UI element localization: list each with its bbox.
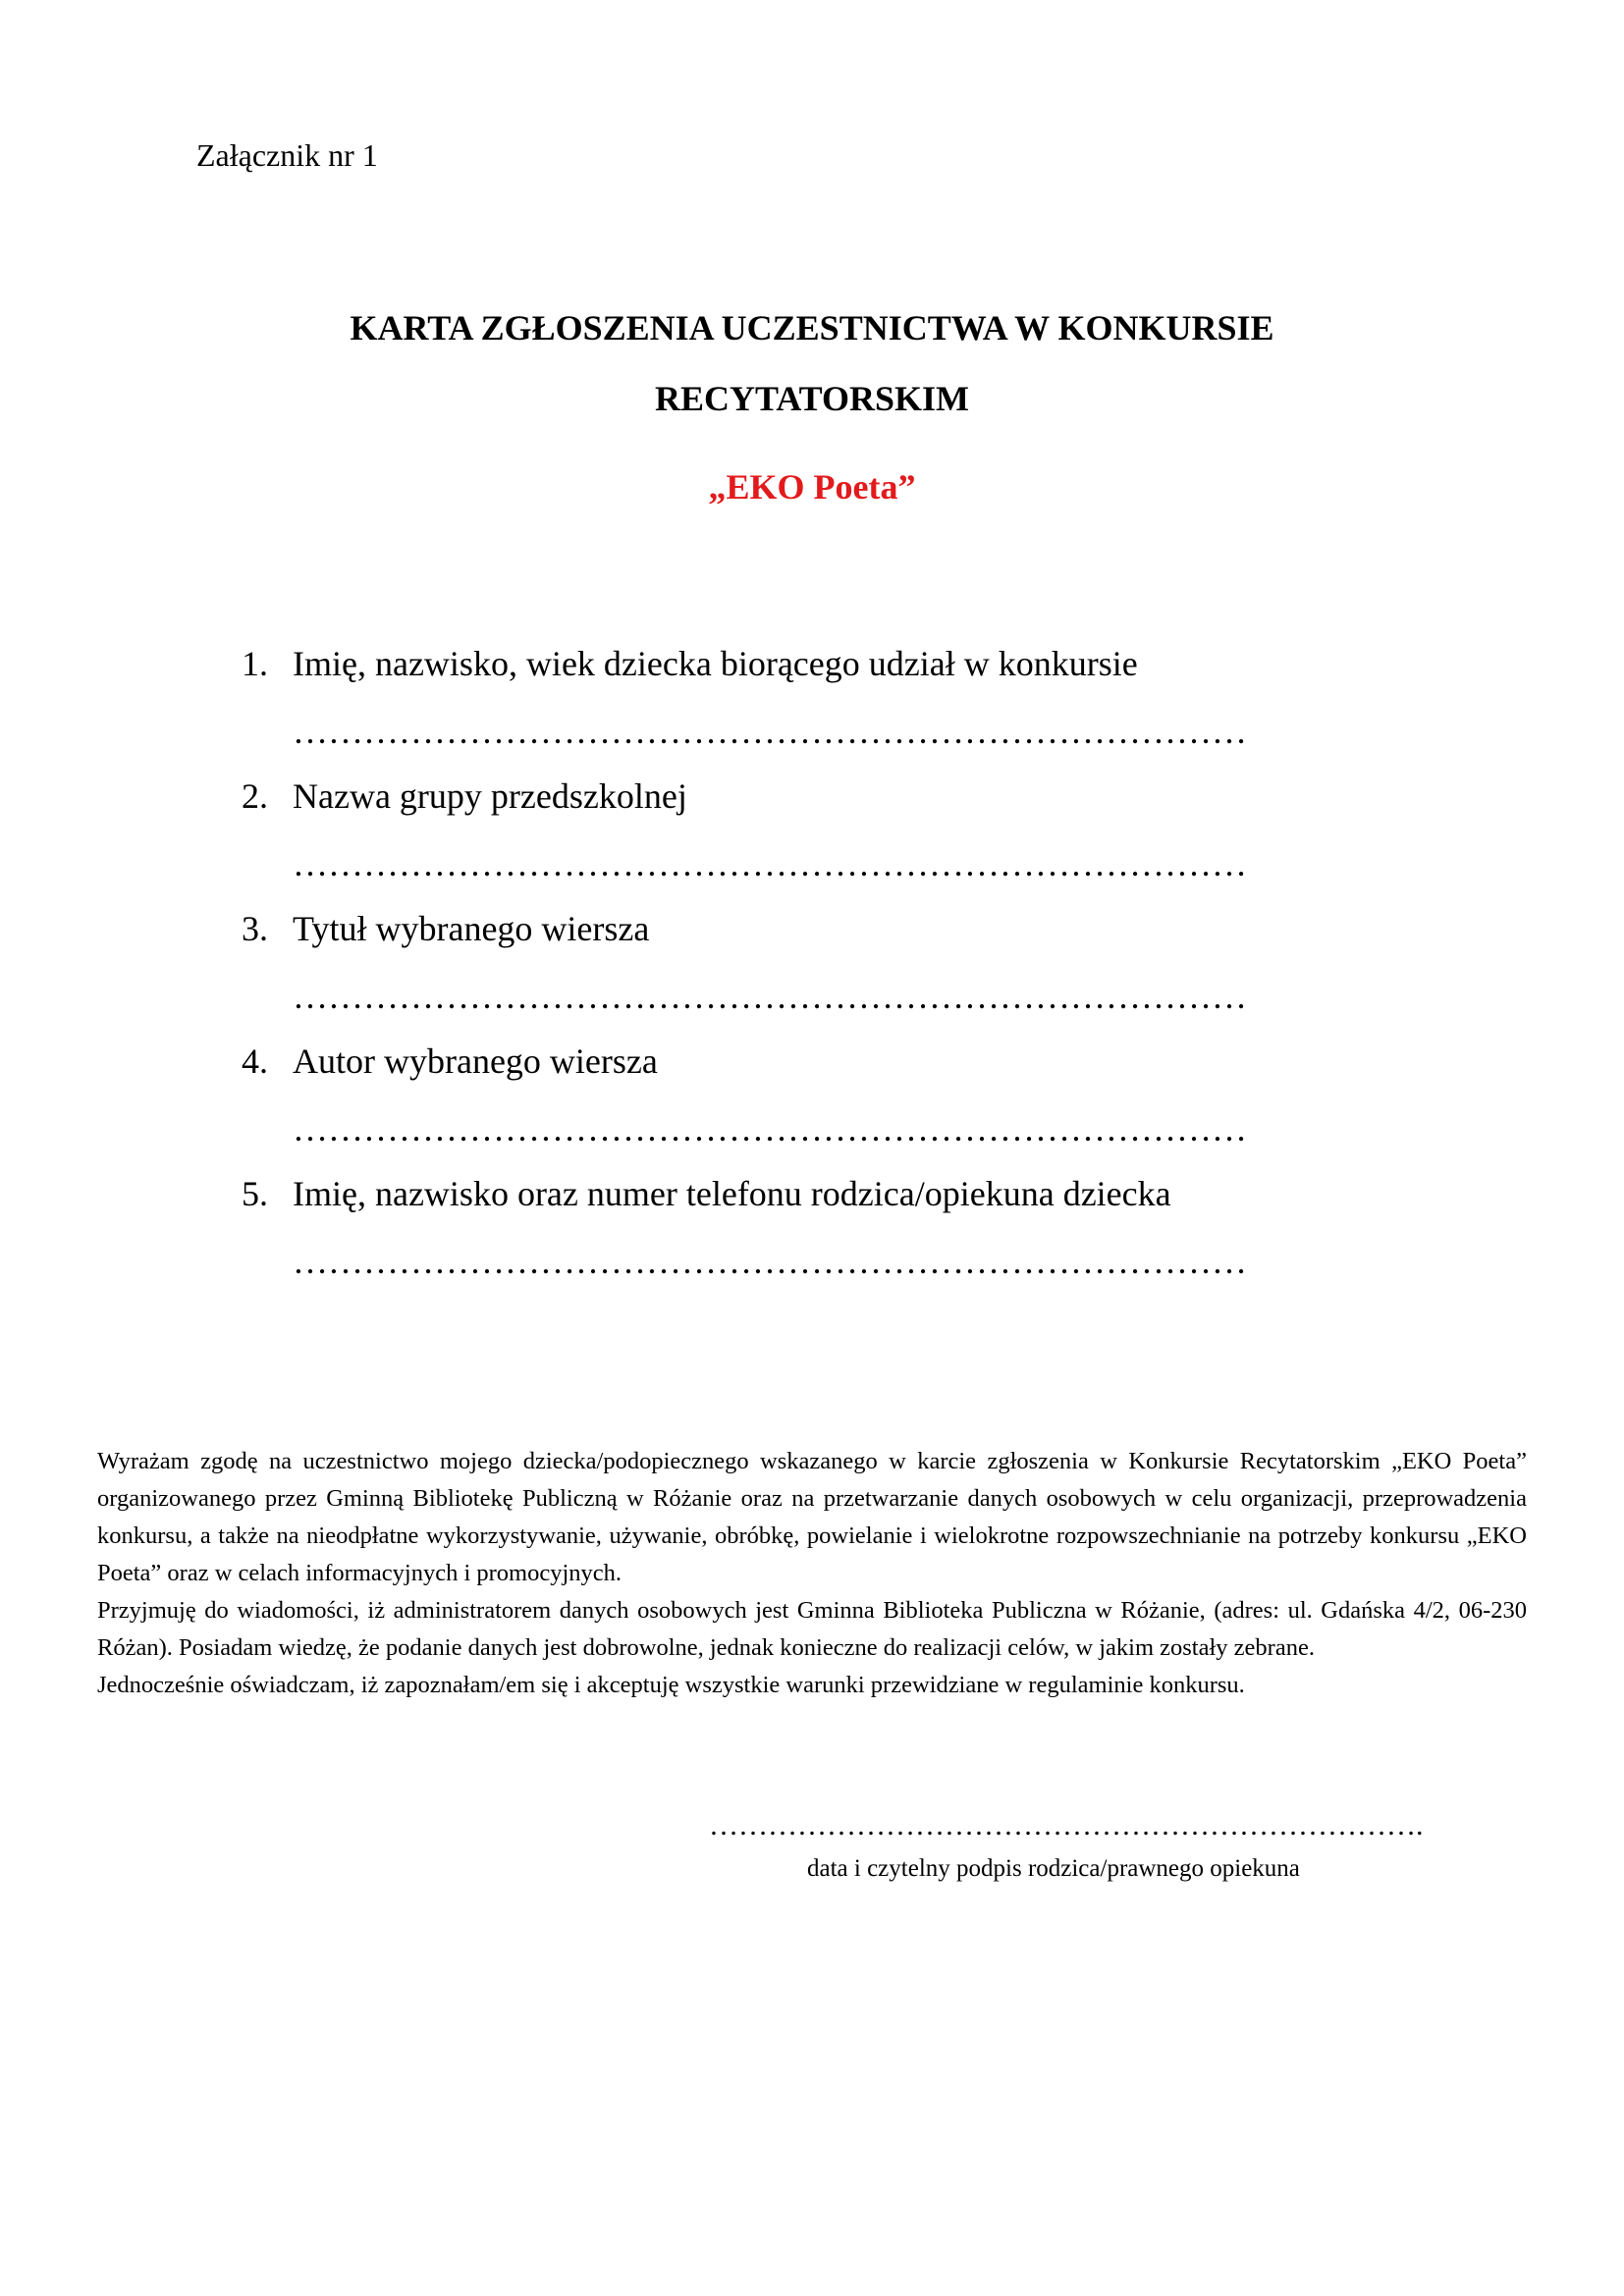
title-line-2: RECYTATORSKIM: [654, 379, 970, 418]
field-number: 2.: [242, 776, 268, 816]
consent-paragraph-1: Wyrażam zgodę na uczestnictwo mojego dziecka/podopiecznego wskazanego w karcie zgłoszenia w Konkursie Recytatorskim „EKO Poeta” organizowanego przez Gminną Bibliotekę Publiczną w Różanie oraz na przetwarzanie danych osobowych w celu organizacji, przeprowadzenia konkursu, a także na nieodpłatne wykorzystywanie, używanie, obróbkę, powielanie i wielokrotne rozpowszechnianie na potrzeby konkursu „EKO Poeta” oraz w celach informacyjnych i promocyjnych.: [97, 1448, 1527, 1586]
field-2-input-line[interactable]: ………………………………………………………………………: [293, 844, 1247, 883]
consent-text: [97, 1443, 1527, 1704]
field-4-label: [242, 1041, 658, 1082]
field-1-label: [242, 643, 1138, 684]
field-5-label: [242, 1173, 1171, 1214]
field-number: 3.: [242, 909, 268, 948]
attachment-label: Załącznik nr 1: [196, 137, 378, 173]
field-label-text: Imię, nazwisko, wiek dziecka biorącego udział w konkursie: [293, 644, 1138, 683]
field-2-label: [242, 775, 687, 817]
document-title: [0, 293, 1624, 434]
field-label-text: Imię, nazwisko oraz numer telefonu rodzica/opiekuna dziecka: [293, 1174, 1171, 1213]
signature-caption: data i czytelny podpis rodzica/prawnego opiekuna: [807, 1855, 1300, 1882]
title-line-1: KARTA ZGŁOSZENIA UCZESTNICTWA W KONKURSIE: [350, 308, 1274, 347]
contest-name: „EKO Poeta”: [708, 467, 916, 507]
field-3-input-line[interactable]: ………………………………………………………………………: [293, 977, 1247, 1016]
field-label-text: Autor wybranego wiersza: [293, 1041, 658, 1081]
signature-line[interactable]: ……………………………………………………………….: [709, 1809, 1424, 1842]
field-number: 1.: [242, 644, 268, 683]
field-label-text: Nazwa grupy przedszkolnej: [293, 776, 687, 816]
consent-paragraph-3: Jednocześnie oświadczam, iż zapoznałam/em się i akceptuję wszystkie warunki przewidziane w regulaminie konkursu.: [97, 1672, 1245, 1698]
field-label-text: Tytuł wybranego wiersza: [293, 909, 650, 948]
field-4-input-line[interactable]: ………………………………………………………………………: [293, 1109, 1247, 1148]
field-1-input-line[interactable]: ………………………………………………………………………: [293, 712, 1247, 751]
field-3-label: [242, 908, 649, 949]
field-number: 5.: [242, 1174, 268, 1213]
consent-paragraph-2: Przyjmuję do wiadomości, iż administratorem danych osobowych jest Gminna Biblioteka Publiczna w Różanie, (adres: ul. Gdańska 4/2, 06-230 Różan). Posiadam wiedzę, że podanie danych jest dobrowolne, jednak konieczne do realizacji celów, w jakim zostały zebrane.: [97, 1597, 1527, 1661]
field-5-input-line[interactable]: ………………………………………………………………………: [293, 1242, 1247, 1281]
field-number: 4.: [242, 1041, 268, 1081]
